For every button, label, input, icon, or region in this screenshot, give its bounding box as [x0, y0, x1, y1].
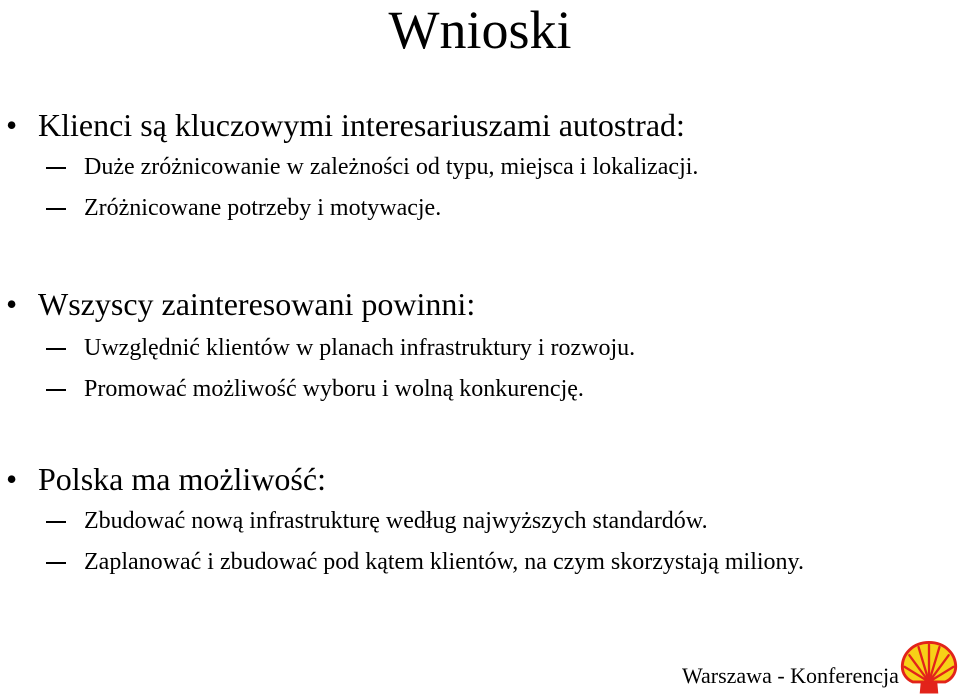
bullet-dot-icon: • — [6, 461, 18, 497]
slide-title: Wnioski — [388, 0, 572, 60]
sub-item-text: Promować możliwość wyboru i wolną konkurencję. — [84, 376, 584, 402]
bullet-dot-icon: • — [6, 107, 18, 143]
bullet-text: Polska ma możliwość: — [38, 461, 326, 497]
sub-item-text: Uwzględnić klientów w planach infrastruktury i rozwoju. — [84, 335, 636, 361]
dash-icon — [46, 389, 66, 391]
sub-item-text: Zbudować nową infrastrukturę według najwyższych standardów. — [84, 508, 708, 534]
sub-item-text: Zaplanować i zbudować pod kątem klientów, na czym skorzystają miliony. — [84, 549, 804, 575]
sub-item-text: Zróżnicowane potrzeby i motywacje. — [84, 195, 442, 221]
dash-icon — [46, 521, 66, 523]
shell-logo-icon — [900, 640, 958, 696]
bullet-text: Wszyscy zainteresowani powinni: — [38, 286, 476, 322]
dash-icon — [46, 348, 66, 350]
sub-item-text: Duże zróżnicowanie w zależności od typu, miejsca i lokalizacji. — [84, 154, 699, 180]
dash-icon — [46, 562, 66, 564]
footer-text: Warszawa - Konferencja — [682, 663, 899, 688]
dash-icon — [46, 208, 66, 210]
bullet-text: Klienci są kluczowymi interesariuszami autostrad: — [38, 107, 685, 143]
dash-icon — [46, 167, 66, 169]
bullet-dot-icon: • — [6, 286, 18, 322]
